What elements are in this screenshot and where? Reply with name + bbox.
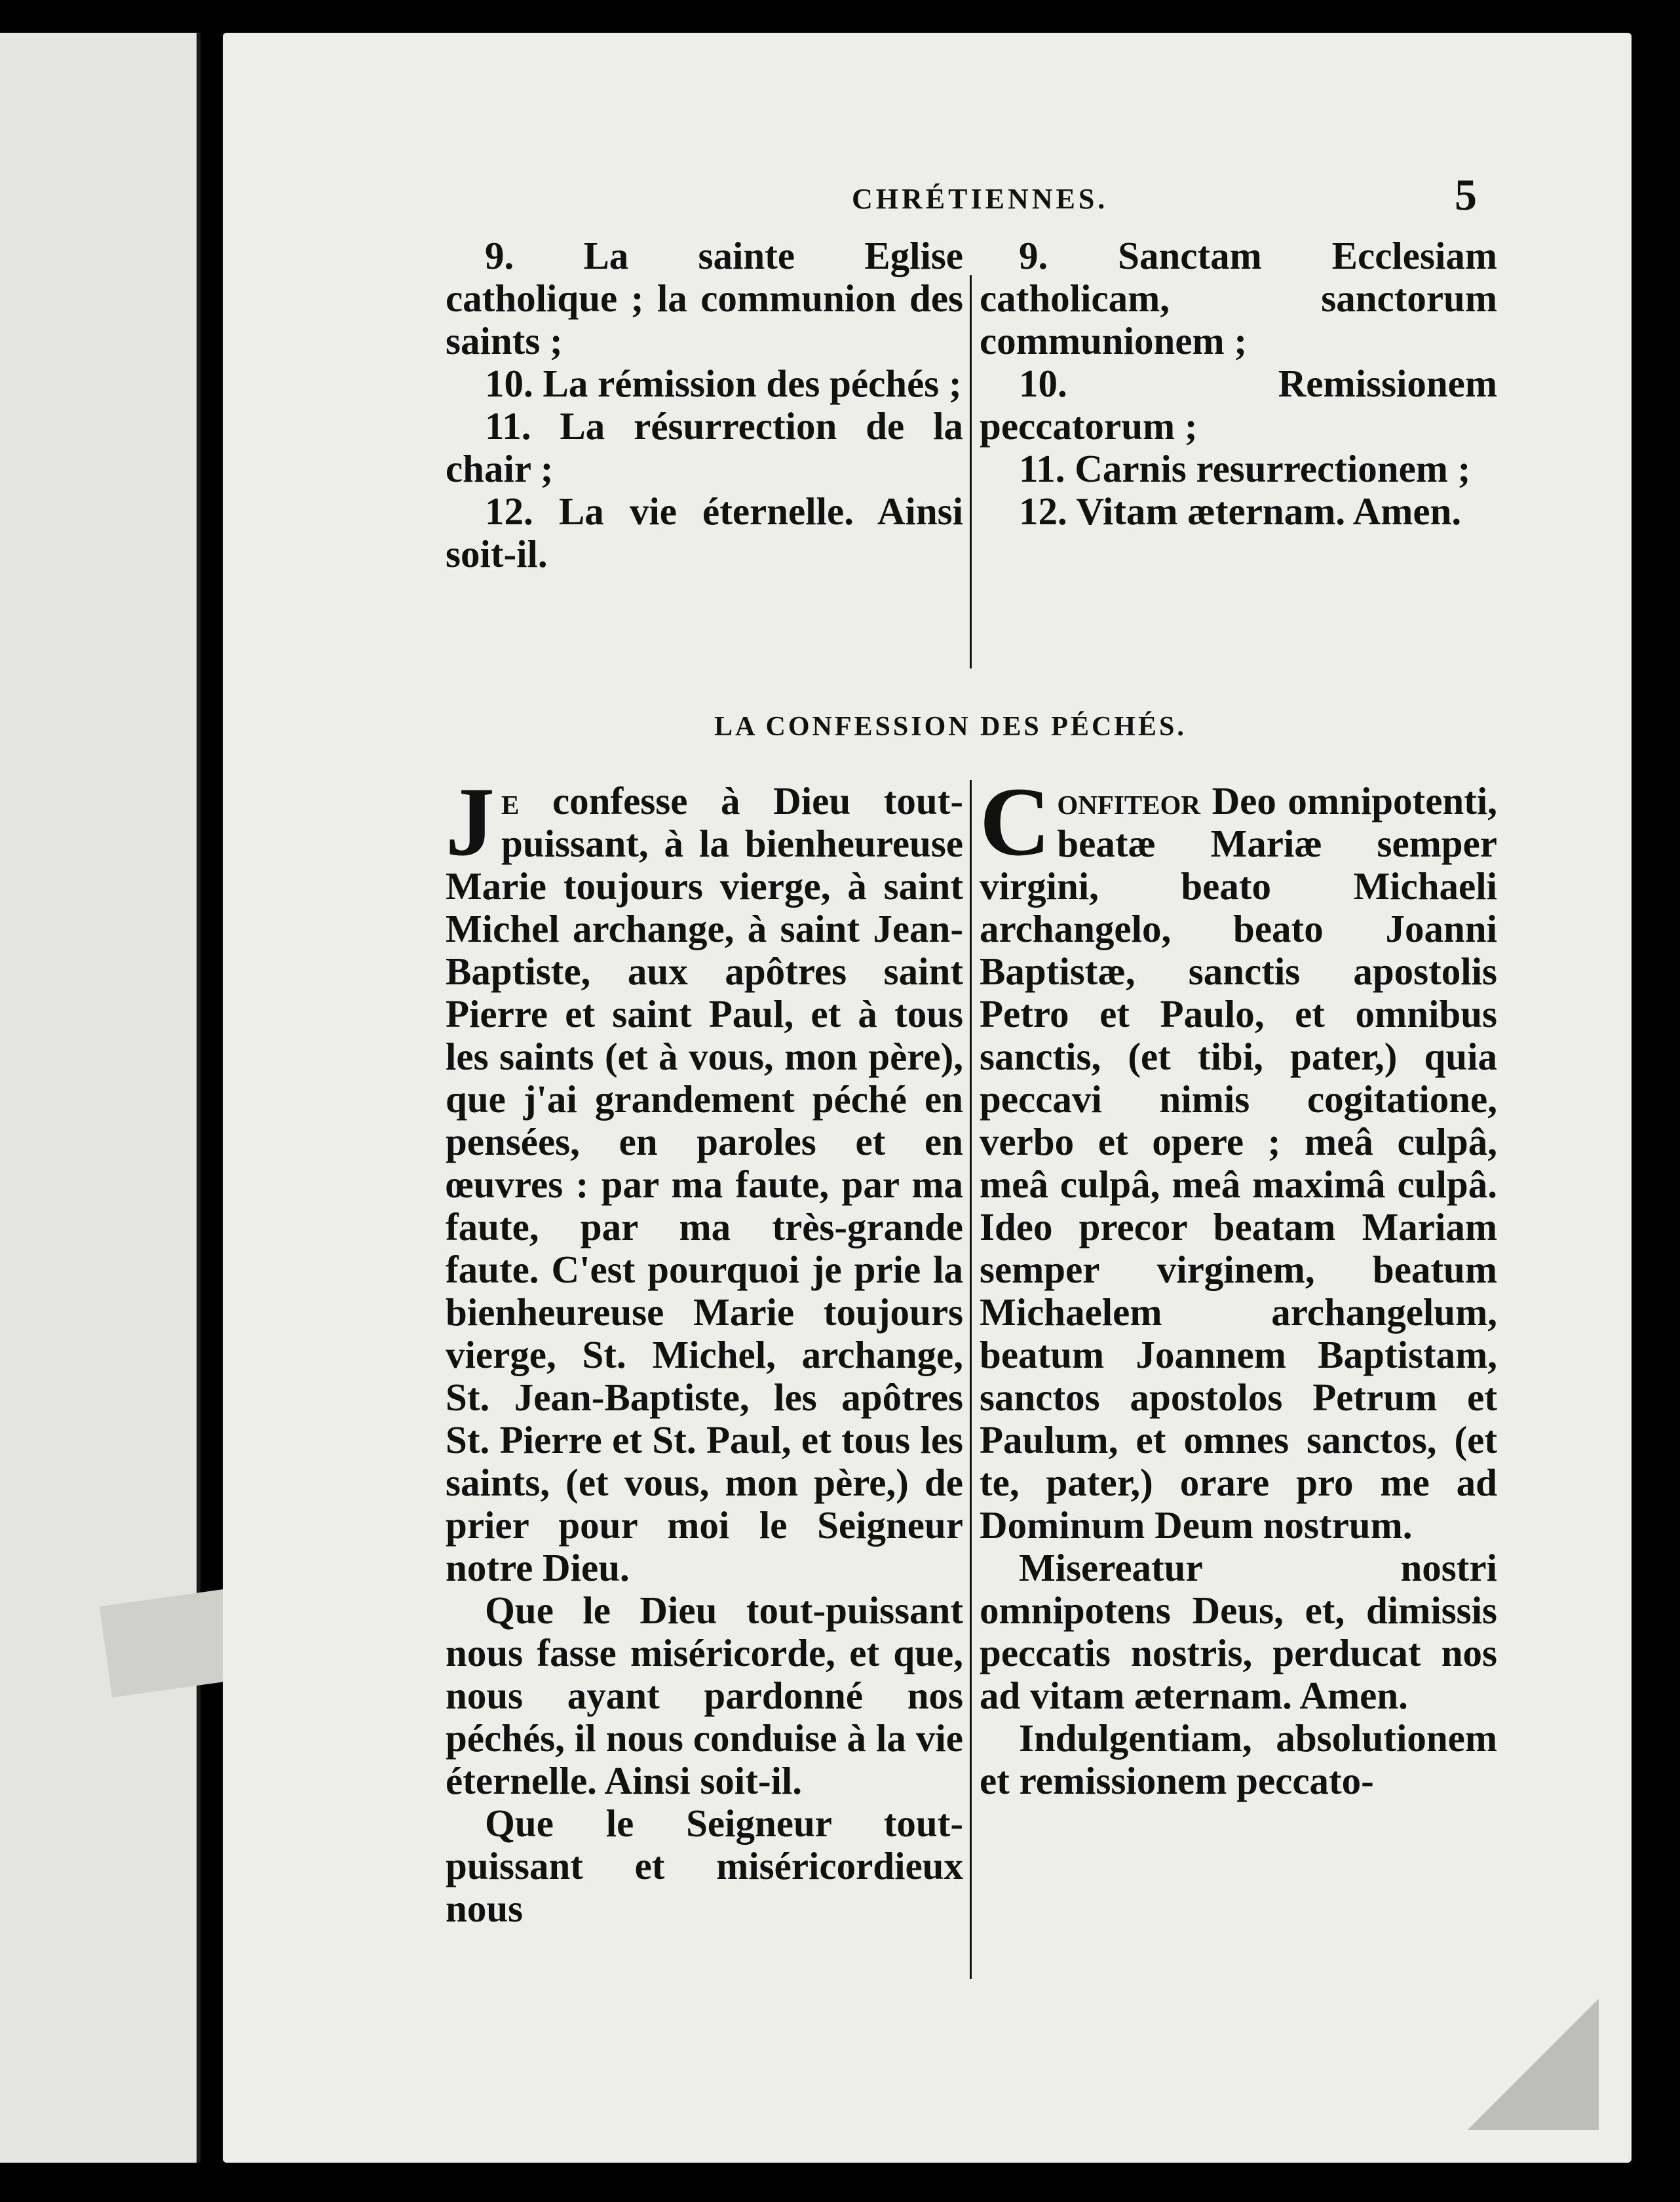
indulgentiam-latin: Indulgentiam, absolutionem et remissionem peccato- — [980, 1716, 1497, 1802]
dropcap-c: C — [980, 767, 1051, 876]
creed-latin-column — [980, 235, 1497, 533]
creed-french-column — [446, 235, 963, 575]
dropcap-j: J — [446, 767, 495, 876]
column-divider-main — [970, 780, 972, 1979]
indulgentiam-french: Que le Seigneur tout-puissant et miséricordieux nous — [446, 1802, 963, 1930]
creed-fr-article-11: 11. La résurrection de la chair ; — [446, 404, 963, 490]
creed-fr-article-10: 10. La rémission des péchés ; — [485, 362, 962, 405]
creed-la-article-10: 10. Remissionem peccatorum ; — [980, 362, 1497, 448]
misereatur-french: Que le Dieu tout-puissant nous fasse miséricorde, et que, nous ayant pardonné nos péchés, il nous conduise à la vie éternelle. Ainsi soit-il. — [446, 1589, 963, 1802]
creed-la-article-11: 11. Carnis resurrectionem ; — [1019, 447, 1471, 490]
page-number: 5 — [1455, 170, 1477, 220]
confession-latin-column — [980, 767, 1497, 1802]
lead-word-la: onfiteor — [1057, 779, 1201, 822]
page-corner-wear — [1468, 1999, 1599, 2130]
creed-fr-article-12: 12. La vie éternelle. Ainsi soit-il. — [446, 490, 963, 575]
confession-french-column — [446, 767, 963, 1930]
misereatur-latin: Misereatur nostri omnipotens Deus, et, dimissis peccatis nostris, perducat nos ad vitam æternam. Amen. — [980, 1546, 1497, 1717]
confiteor-latin-paragraph — [980, 767, 1497, 1547]
column-divider-top — [970, 275, 972, 668]
creed-la-article-9: 9. Sanctam Ecclesiam catholicam, sanctorum communionem ; — [980, 234, 1497, 362]
creed-fr-article-9: 9. La sainte Eglise catholique ; la communion des saints ; — [446, 234, 963, 362]
book-page — [223, 33, 1632, 2163]
confiteor-french-paragraph — [446, 767, 963, 1589]
running-head: CHRÉTIENNES. — [852, 183, 1109, 215]
section-heading: LA CONFESSION DES PÉCHÉS. — [714, 712, 1187, 742]
creed-la-article-12: 12. Vitam æternam. Amen. — [1019, 490, 1462, 533]
lead-word-fr: e — [501, 779, 520, 822]
confiteor-french-text: confesse à Dieu tout-puissant, à la bienheureuse Marie toujours vierge, à saint Michel archange, à saint Jean-Baptiste, aux apôtres saint Pierre et saint Paul, et à tous les saints (et à vous, mon père), que j'ai grandement péché en pensées, en paroles et en œuvres : par ma faute, par ma faute, par ma très-grande faute. C'est pourquoi je prie la bienheureuse Marie toujours vierge, St. Michel, archange, St. Jean-Baptiste, les apôtres St. Pierre et St. Paul, et tous les saints, (et vous, mon père,) de prier pour moi le Seigneur notre Dieu. — [446, 779, 963, 1589]
page-header — [223, 164, 1632, 220]
confiteor-latin-text: Deo omnipotenti, beatæ Mariæ semper virgini, beato Michaeli archangelo, beato Joanni Baptistæ, sanctis apostolis Petro et Paulo, et omnibus sanctis, (et tibi, pater,) quia peccavi nimis cogitatione, verbo et opere ; meâ culpâ, meâ culpâ, meâ maximâ culpâ. Ideo precor beatam Mariam semper virginem, beatum Michaelem archangelum, beatum Joannem Baptistam, sanctos apostolos Petrum et Paulum, et omnes sanctos, (et te, pater,) orare pro me ad Dominum Deum nostrum. — [980, 779, 1497, 1547]
previous-page-edge — [0, 33, 200, 2163]
